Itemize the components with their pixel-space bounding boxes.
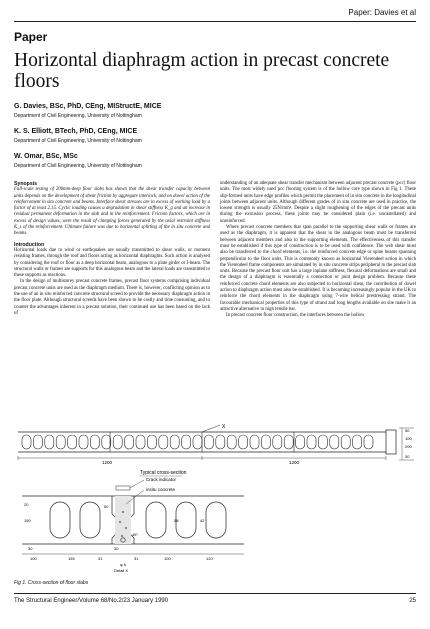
detail-x-drawing — [22, 477, 244, 573]
hollow-core — [307, 435, 316, 449]
dim-58: 58 — [174, 518, 179, 523]
author-name-1: G. Davies, BSc, PhD, CEng, MIStructE, MICE — [14, 103, 162, 110]
crack-indicator-label: Crack indicator — [146, 477, 177, 482]
bottom-dim-100-a: 100 — [30, 556, 37, 561]
body-paragraph-1: understanding of an adequate shear transfer mechanism between adjacent precast concrete (pcc) floor units. The most widely used pcc flooring system is of the hollow core type shown in Fig 1. These slip-formed units have edge profiles which permit the placement of in situ concrete in the longitudinal joints between adjacent units. Although different grades of in situ concrete are used in practice, the lowest strength is usually 25N/mm². Despite a slight roughening of the edges of the precast units during the extrusion process, these joints may be considered plain (i.e. uncastellated) and unreinforced. — [220, 181, 416, 224]
dim-150: 150 — [24, 518, 31, 523]
detail-x-label: Detail X — [114, 568, 129, 573]
left-column — [14, 181, 210, 317]
footer-journal: The Structural Engineer/Volume 68/No.2/23 January 1990 — [14, 598, 169, 604]
section-label: Paper — [14, 30, 48, 44]
header-rule — [14, 21, 416, 22]
page-number: 25 — [409, 598, 416, 604]
author-affiliation-1: Department of Civil Engineering, University of Nottingham — [14, 113, 142, 119]
hollow-core — [250, 435, 259, 449]
hollow-core — [68, 435, 77, 449]
introduction-paragraph-1: Horizontal loads due to wind or earthquakes are usually transmitted to shear walls, or moment resisting frames, through the roof and floors acting as horizontal diaphragms. Such action is analysed by considering the roof or floor as a deep horizontal beam, analogous to a plate girder or I-beam. The structural walls or frames are supports for this analogous beam and the lateral loads are transmitted to these supports as reactions. — [14, 247, 210, 279]
footer-rule — [14, 593, 416, 594]
dim-30-a: 30 — [28, 546, 33, 551]
hollow-core — [125, 435, 134, 449]
hollow-core — [170, 435, 179, 449]
bottom-dim-31-a: 31 — [98, 556, 103, 561]
hollow-core — [56, 435, 65, 449]
hollow-core — [239, 435, 248, 449]
hollow-core — [182, 435, 191, 449]
hollow-core — [159, 435, 168, 449]
hollow-core — [204, 435, 213, 449]
hollow-core — [273, 435, 282, 449]
hollow-core — [318, 435, 327, 449]
hollow-core — [341, 435, 350, 449]
dim-45-degrees: 45° — [132, 532, 139, 537]
hollow-core — [147, 435, 156, 449]
dimension-1200-left: 1200 — [102, 460, 113, 465]
hollow-core — [216, 435, 225, 449]
figure-caption: Fig 1. Cross-section of floor slabs — [14, 580, 89, 586]
hollow-core — [227, 435, 236, 449]
hollow-core — [261, 435, 270, 449]
slab-strip — [18, 424, 414, 465]
dim-30-b: 30 — [114, 546, 119, 551]
body-paragraph-2: Where precast concrete members that span parallel to the supporting shear walls or frames are used as the diaphragm, it is apparent that the shear in the analogous beam must be transferred between adjacent members and also to the supporting elements. The effectiveness of this transfer must be established if this type of construction is to be used with confidence. The web shear must also be transferred to the chord elements, i.e. the reinforced concrete edge or spine beams spanning perpendicular to the floor units. This is commonly known as horizontal Vierendeel action in which the Vierendeel frame components are simulated by in situ concrete strips peripheral to the precast slab units. Because the precast floor unit has a large inplane stiffness, flexural deformations are small and the design of a diaphragm is essentially a connection or joint design problem. Because these reinforced concrete chord elements are also subjected to horizontal shear, the contribution of dowel action to diaphragm action must also be established. It is becoming increasingly popular in the UK to reinforce the chord elements in the diaphragm using 7-wire helical prestressing strand. The favourable mechanical properties of this type of strand and long lengths available on site make it an attractive alternative to high tensile bar. — [220, 225, 416, 312]
dimension-200: 200 — [405, 444, 412, 449]
hollow-core — [79, 435, 88, 449]
bottom-dim-100-b: 100 — [164, 556, 171, 561]
synopsis-heading: Synopsis — [14, 181, 38, 187]
hollow-core — [364, 435, 373, 449]
hollow-core — [296, 435, 305, 449]
bottom-dim-155: 155 — [68, 556, 75, 561]
dimension-1200-right: 1200 — [289, 460, 300, 465]
dim-42: 42 — [200, 518, 205, 523]
author-name-2: K. S. Elliott, BTech, PhD, CEng, MICE — [14, 128, 138, 135]
hollow-core — [193, 435, 202, 449]
hollow-core — [284, 435, 293, 449]
hollow-core — [136, 435, 145, 449]
author-affiliation-3: Department of Civil Engineering, University of Nottingham — [14, 163, 142, 169]
author-affiliation-2: Department of Civil Engineering, University of Nottingham — [14, 138, 142, 144]
bottom-dim-31-b: 31 — [134, 556, 139, 561]
dimension-100: 100 — [405, 436, 412, 441]
hollow-core — [90, 435, 99, 449]
hollow-core — [113, 435, 122, 449]
hollow-core — [330, 435, 339, 449]
insitu-concrete-label: insitu concrete — [146, 487, 176, 492]
typical-cross-section-label: Typical cross-section — [140, 470, 187, 476]
dim-50: 50 — [104, 504, 109, 509]
paper-title: Horizontal diaphragm action in precast concrete floors — [14, 50, 390, 92]
dim-20: 20 — [24, 502, 29, 507]
floor-slab-figure — [14, 424, 418, 574]
hollow-core — [22, 435, 31, 449]
body-paragraph-3: In precast concrete floor construction, the interfaces between the hollow — [226, 313, 365, 319]
hollow-core — [102, 435, 111, 449]
synopsis-text: Full-scale testing of 200mm-deep floor slabs has shown that the shear transfer capacity between units depends on the development of shear friction by aggregate interlock, and on dowel action of the reinforcement in situ concrete and beams. Interface shear stresses are in excess of working load by a factor of at least 2.15. Cyclic loading causes a degradation in shear stiffness K_g and an increase in residual permanent deformation in the slab and in the reinforcement. Friction factors, which are in excess of design values, were the result of clamping forces generated by the axial restraint stiffness K_s of the reinforcement. Ultimate failure was due to horizontal splitting of the in situ concrete and beams. — [14, 187, 210, 237]
bottom-dim-120: 120 — [206, 556, 213, 561]
introduction-heading: Introduction — [14, 241, 45, 248]
detail-x-marker: X — [222, 424, 226, 430]
hollow-core — [45, 435, 54, 449]
introduction-paragraph-2: In the design of multistorey precast concrete frames, precast floor systems comprising individual precast concrete units are used as the diaphragm medium. There is, however, conflicting opinion as to the use of an in situ reinforced concrete structural screed to provide the necessary diaphragm action in the floor plate. Although structural screeds have been shown to be costly and time consuming, and to counter the advantages inherent in a precast solution, their continued use has been based on the lack of — [14, 279, 210, 316]
right-column — [220, 181, 416, 320]
hollow-core — [353, 435, 362, 449]
dimension-50: 50 — [405, 428, 410, 433]
hollow-core — [33, 435, 42, 449]
running-head: Paper: Davies et al — [348, 8, 416, 17]
bar-diameter-label: φ 6 — [120, 562, 126, 567]
author-name-3: W. Omar, BSc, MSc — [14, 153, 78, 160]
dimension-30: 30 — [405, 454, 410, 459]
